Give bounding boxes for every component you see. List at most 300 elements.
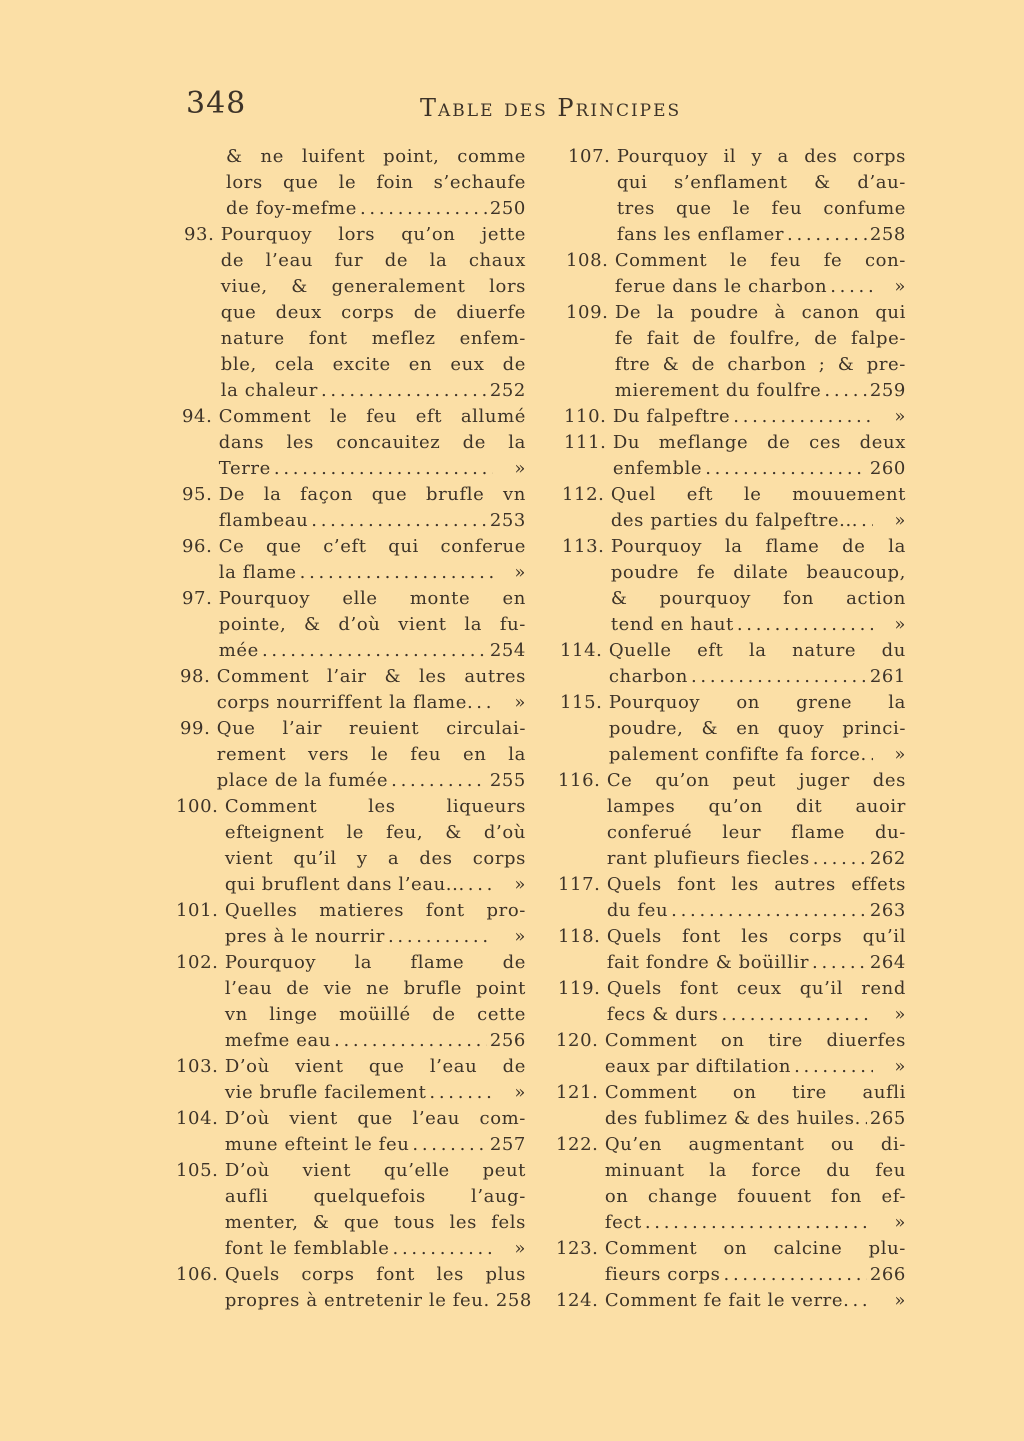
entry-line-text: de foy-mefme [226, 198, 357, 219]
entry-text [219, 534, 526, 586]
entry-text [607, 768, 906, 872]
entry-last-line [615, 378, 906, 404]
toc-entry [176, 404, 526, 482]
leader-dots [388, 924, 493, 950]
entry-last-line [225, 924, 526, 950]
entry-number: 96. [182, 536, 219, 557]
entry-last-line [217, 768, 526, 794]
entry-number: 100. [176, 796, 225, 817]
toc-entry [556, 872, 906, 924]
entry-last-line [617, 222, 906, 248]
entry-number: 98. [180, 666, 217, 687]
entry-line [615, 326, 906, 352]
entry-line-text: Pourquoy la flame de la [610, 536, 906, 557]
leader-dots [262, 638, 487, 664]
page-reference: 254 [489, 640, 526, 661]
entry-last-line [225, 1236, 526, 1262]
entry-line-text: des fublimez & des huiles. [604, 1108, 861, 1129]
entry-last-line [605, 1288, 906, 1314]
entry-line-text: Quels corps font les plus [224, 1264, 526, 1285]
entry-last-line [605, 1210, 906, 1236]
entry-line [225, 1158, 526, 1184]
leader-dots [393, 1236, 493, 1262]
entry-number: 110. [564, 406, 613, 427]
page-reference: » [514, 562, 526, 583]
entry-number: 116. [558, 770, 607, 791]
leader-dots [812, 950, 867, 976]
toc-entry [556, 430, 906, 482]
entry-line-text: conferué leur flame du- [606, 822, 906, 843]
toc-entry [556, 976, 906, 1028]
entry-number: 104. [176, 1108, 225, 1129]
leader-dots [705, 456, 867, 482]
leader-dots [334, 1028, 487, 1054]
entry-text [607, 924, 906, 976]
entry-text [224, 1262, 532, 1314]
entry-line [219, 430, 526, 456]
entry-line [221, 326, 526, 352]
entry-line-text: De la façon que brufle vn [218, 484, 526, 505]
entry-number: 115. [560, 692, 609, 713]
entry-line-text: la flame [218, 562, 297, 583]
entry-line-text: palement confifte fa force. [608, 744, 867, 765]
entry-number: 101. [176, 900, 225, 921]
entry-number: 118. [558, 926, 607, 947]
entry-number: 93. [184, 224, 221, 245]
entry-line-text: l’eau de vie ne brufle point [224, 978, 526, 999]
leader-dots [691, 664, 867, 690]
entry-line-text: mée [218, 640, 259, 661]
entry-line-text: Comment le feu fe con- [614, 250, 906, 271]
entry-last-line [226, 196, 526, 222]
entry-line [225, 1054, 526, 1080]
entry-number: 106. [176, 1264, 225, 1285]
entry-number: 108. [566, 250, 615, 271]
entry-last-line [607, 1002, 906, 1028]
toc-entry [176, 794, 526, 898]
entry-line-text: efteignent le feu, & d’où [224, 822, 526, 843]
page-reference: » [894, 276, 906, 297]
entry-last-line [219, 456, 526, 482]
entry-line [615, 300, 906, 326]
entry-line-text: Pourquoy lors qu’on jette [220, 224, 526, 245]
entry-line-text: Comment le feu eft allumé [218, 406, 526, 427]
entry-line-text: que deux corps de diuerfe [220, 302, 526, 323]
entry-line [605, 1132, 906, 1158]
entry-line-text: vient qu’il y a des corps [224, 848, 526, 869]
entry-text [219, 404, 526, 482]
toc-entry [176, 664, 526, 716]
entry-text [217, 664, 526, 716]
toc-entry [176, 534, 526, 586]
toc-entry [556, 638, 906, 690]
entry-last-line [613, 456, 906, 482]
entry-last-line [225, 1028, 526, 1054]
toc-entry [556, 534, 906, 638]
entry-line [221, 352, 526, 378]
entry-line-text: des parties du falpeftre... [610, 510, 859, 531]
entry-last-line [225, 1132, 526, 1158]
page-reference: 266 [869, 1264, 906, 1285]
leader-dots [861, 508, 873, 534]
entry-line [221, 222, 526, 248]
entry-line-text: flambeau [218, 510, 309, 531]
toc-entry [176, 586, 526, 664]
entry-line-text: enfemble [612, 458, 703, 479]
entry-last-line [615, 274, 906, 300]
entry-text [226, 144, 526, 222]
entry-line-text: Quels font les corps qu’il [606, 926, 906, 947]
entry-line [607, 872, 906, 898]
entry-last-line [219, 560, 526, 586]
entry-line [609, 638, 906, 664]
entry-line-text: du feu [606, 900, 669, 921]
entry-line-text: on change fouuent fon ef- [604, 1186, 906, 1207]
page-reference: » [894, 614, 906, 635]
entry-line [221, 300, 526, 326]
entry-text [611, 534, 906, 638]
entry-line-text: rant plufieurs fiecles [606, 848, 810, 869]
entry-last-line [217, 690, 526, 716]
entry-last-line [607, 898, 906, 924]
entry-text [225, 794, 526, 898]
entry-line-text: ble, cela excite en eux de [220, 354, 526, 375]
entry-number: 122. [556, 1134, 605, 1155]
toc-entry [176, 144, 526, 222]
entry-number: 102. [176, 952, 225, 973]
page-reference: 250 [489, 198, 526, 219]
entry-line-text: Ce que c’eft qui conferue [218, 536, 526, 557]
entry-line [225, 1210, 526, 1236]
toc-entry [556, 1236, 906, 1288]
entry-text [609, 638, 906, 690]
entry-line-text: Pourquoy la flame de [224, 952, 526, 973]
entry-line [607, 924, 906, 950]
entry-line-text: & ne luifent point, comme [226, 146, 526, 167]
entry-number: 107. [568, 146, 617, 167]
page-reference: » [514, 874, 526, 895]
leader-dots [274, 456, 493, 482]
entry-line [219, 586, 526, 612]
entry-line [605, 1158, 906, 1184]
toc-entry [556, 248, 906, 300]
entry-line [611, 482, 906, 508]
toc-entry [176, 1158, 526, 1262]
toc-entry [556, 1028, 906, 1080]
toc-entry [556, 300, 906, 404]
entry-text [219, 586, 526, 664]
entry-line-text: ftre & de charbon ; & pre- [614, 354, 906, 375]
entry-text [225, 1106, 526, 1158]
entry-text [225, 950, 526, 1054]
entry-last-line [219, 508, 526, 534]
entry-line-text: Quelles matieres font pro- [224, 900, 526, 921]
entry-last-line [605, 1262, 906, 1288]
entry-line-text: aufli quelquefois l’aug- [224, 1186, 526, 1207]
entry-number: 117. [558, 874, 607, 895]
entry-line-text: charbon [608, 666, 688, 687]
entry-last-line [611, 508, 906, 534]
toc-entry [176, 222, 526, 404]
entry-line [617, 196, 906, 222]
page-number: 348 [186, 86, 247, 121]
entry-line [605, 1236, 906, 1262]
entry-number: 94. [182, 406, 219, 427]
entry-line-text: Pourquoy on grene la [608, 692, 906, 713]
leader-dots [721, 1002, 873, 1028]
page-reference: 255 [489, 770, 526, 791]
leader-dots [476, 690, 493, 716]
toc-entry [176, 1262, 532, 1314]
leader-dots [412, 1132, 486, 1158]
entry-line-text: eaux par diftilation [604, 1056, 792, 1077]
entry-number: 109. [566, 302, 615, 323]
page-reference: » [514, 458, 526, 479]
entry-line [607, 768, 906, 794]
page-reference: » [894, 1056, 906, 1077]
entry-text [605, 1288, 906, 1314]
leader-dots [737, 612, 873, 638]
entry-line [225, 1002, 526, 1028]
entry-line-text: Comment on tire aufli [604, 1082, 906, 1103]
entry-last-line [224, 1288, 532, 1314]
entry-line-text: Comment fe fait le verre. [604, 1290, 850, 1311]
entry-line-text: Qu’en augmentant ou di- [604, 1134, 906, 1155]
entry-line-text: Comment on tire diuerfes [604, 1030, 906, 1051]
toc-entry [176, 950, 526, 1054]
entry-line [611, 534, 906, 560]
leader-dots [794, 1054, 873, 1080]
entry-line-text: mierement du foulfre [614, 380, 822, 401]
entry-text [605, 1028, 906, 1080]
entry-last-line [221, 378, 526, 404]
entry-line [609, 716, 906, 742]
entry-line [617, 170, 906, 196]
entry-line [225, 898, 526, 924]
entry-number: 123. [556, 1238, 605, 1259]
entry-line [219, 482, 526, 508]
page-reference: » [894, 406, 906, 427]
entry-number: 119. [558, 978, 607, 999]
page-reference: 264 [869, 952, 906, 973]
entry-number: 124. [556, 1290, 605, 1311]
entry-last-line [607, 846, 906, 872]
entry-line-text: fans les enflamer [616, 224, 785, 245]
entry-line-text: Ce qu’on peut juger des [606, 770, 906, 791]
entry-text [605, 1132, 906, 1236]
entry-line [225, 820, 526, 846]
entry-line-text: De la poudre à canon qui [614, 302, 906, 323]
leader-dots [830, 274, 873, 300]
entry-line-text: Quels font les autres effets [606, 874, 906, 895]
entry-number: 111. [564, 432, 613, 453]
toc-entry [176, 482, 526, 534]
entry-line-text: minuant la force du feu [604, 1160, 906, 1181]
entry-number: 112. [562, 484, 611, 505]
entry-line [607, 976, 906, 1002]
entry-line-text: lors que le foin s’echaufe [226, 172, 526, 193]
toc-entry [176, 1054, 526, 1106]
entry-last-line [225, 872, 526, 898]
entry-last-line [219, 638, 526, 664]
page-reference: » [894, 1212, 906, 1233]
leader-dots [360, 196, 487, 222]
entry-line [226, 170, 526, 196]
entry-last-line [613, 404, 906, 430]
entry-number: 113. [562, 536, 611, 557]
entry-line [607, 820, 906, 846]
page-reference: » [894, 1004, 906, 1025]
toc-column-left [176, 144, 532, 1314]
leader-dots [724, 1262, 867, 1288]
leader-dots [787, 222, 867, 248]
entry-text [609, 690, 906, 768]
entry-line-text: D’où vient que l’eau com- [224, 1108, 526, 1129]
entry-line [609, 690, 906, 716]
entry-line-text: menter, & que tous les fels [224, 1212, 526, 1233]
toc-column-right [556, 144, 906, 1314]
entry-line [613, 430, 906, 456]
page-reference: » [514, 1238, 526, 1259]
entry-line-text: mune efteint le feu [224, 1134, 410, 1155]
entry-line [225, 794, 526, 820]
page-reference: 263 [869, 900, 906, 921]
entry-last-line [225, 1080, 526, 1106]
entry-line-text: fait fondre & boüillir [606, 952, 810, 973]
entry-number: 105. [176, 1160, 225, 1181]
entry-line [225, 976, 526, 1002]
leader-dots [870, 742, 873, 768]
entry-line-text: lampes qu’on dit auoir [606, 796, 906, 817]
leader-dots [311, 508, 487, 534]
entry-text [225, 1054, 526, 1106]
entry-line-text: corps nourriffent la flame. [216, 692, 474, 713]
entry-line-text: D’où vient que l’eau de [224, 1056, 526, 1077]
entry-line-text: qui bruflent dans l’eau... [224, 874, 465, 895]
page-reference: 260 [869, 458, 906, 479]
page-reference: » [894, 744, 906, 765]
entry-line-text: ferue dans le charbon [614, 276, 828, 297]
leader-dots [321, 378, 487, 404]
toc-entry [556, 404, 906, 430]
entry-line-text: nature font meflez enfem- [220, 328, 526, 349]
entry-number: 120. [556, 1030, 605, 1051]
toc-entry [176, 898, 526, 950]
entry-text [221, 222, 526, 404]
entry-line-text: viue, & generalement lors [220, 276, 526, 297]
entry-line-text: Terre [218, 458, 271, 479]
entry-number: 97. [182, 588, 219, 609]
entry-line-text: font le femblable [224, 1238, 390, 1259]
entry-last-line [607, 950, 906, 976]
entry-line-text: Quelle eft la nature du [608, 640, 906, 661]
page-reference: 258 [869, 224, 906, 245]
running-title: Table des Principes [420, 94, 682, 122]
entry-line [225, 950, 526, 976]
entry-line-text: tres que le feu confume [616, 198, 906, 219]
entry-line-text: place de la fumée [216, 770, 389, 791]
entry-line [225, 846, 526, 872]
entry-line-text: Pourquoy elle monte en [218, 588, 526, 609]
entry-line-text: fieurs corps [604, 1264, 721, 1285]
entry-number: 121. [556, 1082, 605, 1103]
entry-line [605, 1080, 906, 1106]
entry-line-text: Quel eft le mouuement [610, 484, 906, 505]
leader-dots [852, 1288, 873, 1314]
entry-line [219, 534, 526, 560]
page-reference: 262 [869, 848, 906, 869]
page-reference: 265 [869, 1108, 906, 1129]
leader-dots [864, 1106, 867, 1132]
entry-text [605, 1236, 906, 1288]
entry-number: 99. [180, 718, 217, 739]
entry-number: 103. [176, 1056, 225, 1077]
entry-line-text: poudre fe dilate beaucoup, [610, 562, 906, 583]
entry-line [607, 794, 906, 820]
toc-entry [556, 482, 906, 534]
entry-line [605, 1184, 906, 1210]
entry-line-text: Que l’air reuient circulai- [216, 718, 526, 739]
page-reference: » [514, 926, 526, 947]
leader-dots [300, 560, 493, 586]
entry-line-text: la chaleur [220, 380, 318, 401]
entry-line [217, 716, 526, 742]
entry-text [219, 482, 526, 534]
entry-line-text: vn linge moüillé de cette [224, 1004, 526, 1025]
leader-dots [391, 768, 487, 794]
entry-line [219, 612, 526, 638]
entry-line-text: tend en haut [610, 614, 734, 635]
toc-entry [556, 1132, 906, 1236]
entry-last-line [609, 664, 906, 690]
page-reference: 256 [489, 1030, 526, 1051]
entry-text [217, 716, 526, 794]
entry-line [217, 742, 526, 768]
entry-line-text: Pourquoy il y a des corps [616, 146, 906, 167]
entry-line-text: dans les concauitez de la [218, 432, 526, 453]
entry-text [607, 976, 906, 1028]
page-reference: 259 [869, 380, 906, 401]
entry-line-text: Comment l’air & les autres [216, 666, 526, 687]
page-reference: 258 [495, 1290, 532, 1311]
leader-dots [824, 378, 866, 404]
entry-text [615, 300, 906, 404]
entry-line-text: Du falpeftre [612, 406, 731, 427]
entry-last-line [611, 612, 906, 638]
entry-line-text: Comment les liqueurs [224, 796, 526, 817]
page-reference: » [514, 1082, 526, 1103]
entry-text [617, 144, 906, 248]
entry-line-text: mefme eau [224, 1030, 332, 1051]
entry-line [219, 404, 526, 430]
entry-text [605, 1080, 906, 1132]
entry-text [611, 482, 906, 534]
entry-line [221, 248, 526, 274]
toc-entry [556, 144, 906, 248]
entry-line-text: Du meflange de ces deux [612, 432, 906, 453]
entry-line-text: poudre, & en quoy princi- [608, 718, 906, 739]
entry-text [615, 248, 906, 300]
entry-line-text: qui s’enflament & d’au- [616, 172, 906, 193]
page-reference: 252 [489, 380, 526, 401]
entry-last-line [605, 1054, 906, 1080]
entry-line [615, 248, 906, 274]
page-reference: 261 [869, 666, 906, 687]
entry-line-text: pres à le nourrir [224, 926, 385, 947]
entry-number: 95. [182, 484, 219, 505]
entry-line-text: propres à entretenir le feu. [224, 1290, 490, 1311]
entry-line-text: de l’eau fur de la chaux [220, 250, 526, 271]
